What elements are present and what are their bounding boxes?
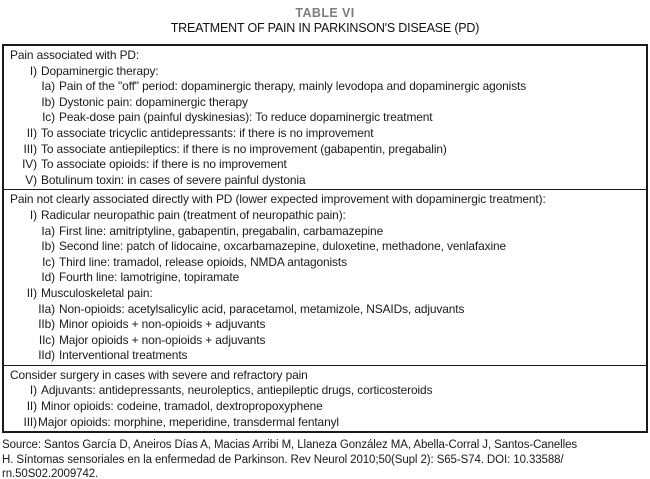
row-text: Botulinum toxin: in cases of severe painful dystonia: [41, 172, 306, 187]
table-row: [10, 126, 640, 142]
row-numeral: Ia): [41, 79, 55, 94]
table-row: [10, 368, 640, 384]
source-line: H. Síntomas sensoriales en la enfermedad de Parkinson. Rev Neurol 2010;50(Supl 2): S65-S74. DOI: 10.33588/: [2, 453, 564, 466]
table-row: [10, 173, 640, 189]
table-section: [4, 190, 646, 366]
table-row: [10, 270, 640, 286]
row-numeral: IId): [38, 348, 55, 363]
table-row: [10, 192, 640, 208]
source-line: rn.50S02.2009742.: [2, 468, 99, 479]
table-row: [10, 157, 640, 173]
row-text: Major opioids: morphine, meperidine, transdermal fentanyl: [38, 414, 339, 429]
row-text: Minor opioids + non-opioids + adjuvants: [59, 317, 266, 332]
row-numeral: Id): [41, 270, 55, 285]
table-caption: [0, 0, 650, 35]
table-section: [4, 366, 646, 431]
row-numeral: I): [29, 63, 37, 78]
row-text: Dopaminergic therapy:: [41, 63, 159, 78]
row-numeral: Ic): [42, 254, 55, 269]
table-section: [4, 46, 646, 190]
row-text: First line: amitriptyline, gabapentin, pregabalin, carbamazepine: [59, 223, 384, 238]
table-row: [10, 399, 640, 415]
table-row: [10, 95, 640, 111]
treatment-table: [2, 44, 648, 433]
row-text: Pain of the "off" period: dopaminergic therapy, mainly levodopa and dopaminergic agonists: [59, 79, 527, 94]
table-number-label: TABLE VI: [295, 6, 355, 20]
table-row: [10, 110, 640, 126]
row-text: Radicular neuropathic pain (treatment of neuropathic pain):: [41, 207, 346, 222]
table-row: [10, 239, 640, 255]
row-text: To associate antiepileptics: if there is no improvement (gabapentin, pregabalin): [41, 141, 447, 156]
table-row: [10, 255, 640, 271]
table-row: [10, 317, 640, 333]
row-text: Minor opioids: codeine, tramadol, dextropropoxyphene: [41, 399, 323, 414]
row-numeral: I): [29, 383, 37, 398]
row-text: Adjuvants: antidepressants, neuroleptics, antiepileptic drugs, corticosteroids: [41, 383, 433, 398]
row-numeral: IIa): [38, 301, 55, 316]
row-text: Fourth line: lamotrigine, topiramate: [59, 270, 240, 285]
row-numeral: Ib): [41, 239, 55, 254]
table-row: [10, 302, 640, 318]
source-citation: [2, 438, 648, 479]
source-line: Source: Santos García D, Aneiros Días A, Macias Arribi M, Llaneza González MA, Abella-Corral J, Santos-Canelles: [2, 439, 578, 452]
row-text: Pain not clearly associated directly with PD (lower expected improvement with dopaminergic treatment):: [10, 192, 546, 207]
row-text: Interventional treatments: [59, 348, 188, 363]
table-row: [10, 224, 640, 240]
row-text: Second line: patch of lidocaine, oxcarbamazepine, duloxetine, methadone, venlafaxine: [59, 239, 507, 254]
table-row: [10, 383, 640, 399]
row-text: To associate opioids: if there is no improvement: [41, 157, 287, 172]
row-text: Dystonic pain: dopaminergic therapy: [59, 94, 248, 109]
row-numeral: IIb): [38, 317, 55, 332]
table-row: [10, 64, 640, 80]
row-text: To associate tricyclic antidepressants: if there is no improvement: [41, 125, 374, 140]
row-numeral: Ia): [41, 223, 55, 238]
table-title: TREATMENT OF PAIN IN PARKINSON'S DISEASE (PD): [170, 21, 480, 35]
row-numeral: Ic): [42, 110, 55, 125]
row-text: Non-opioids: acetylsalicylic acid, paracetamol, metamizole, NSAIDs, adjuvants: [59, 301, 465, 316]
table-row: [10, 415, 640, 431]
row-numeral: Ib): [41, 94, 55, 109]
table-row: [10, 208, 640, 224]
row-numeral: II): [26, 125, 37, 140]
table-row: [10, 286, 640, 302]
row-text: Third line: tramadol, release opioids, NMDA antagonists: [59, 254, 347, 269]
table-row: [10, 48, 640, 64]
row-numeral: I): [29, 207, 37, 222]
row-text: Consider surgery in cases with severe and refractory pain: [10, 367, 308, 382]
row-text: Peak-dose pain (painful dyskinesias): To reduce dopaminergic treatment: [59, 110, 433, 125]
row-text: Major opioids + non-opioids + adjuvants: [59, 332, 266, 347]
table-row: [10, 333, 640, 349]
row-numeral: IIc): [38, 332, 55, 347]
row-numeral: III): [23, 141, 37, 156]
row-numeral: III): [23, 414, 37, 429]
row-numeral: II): [26, 285, 37, 300]
table-row: [10, 348, 640, 364]
row-text: Musculoskeletal pain:: [41, 285, 153, 300]
table-row: [10, 142, 640, 158]
row-text: Pain associated with PD:: [10, 48, 140, 62]
table-row: [10, 79, 640, 95]
row-numeral: V): [25, 172, 37, 187]
row-numeral: IV): [22, 157, 37, 172]
row-numeral: II): [26, 399, 37, 414]
